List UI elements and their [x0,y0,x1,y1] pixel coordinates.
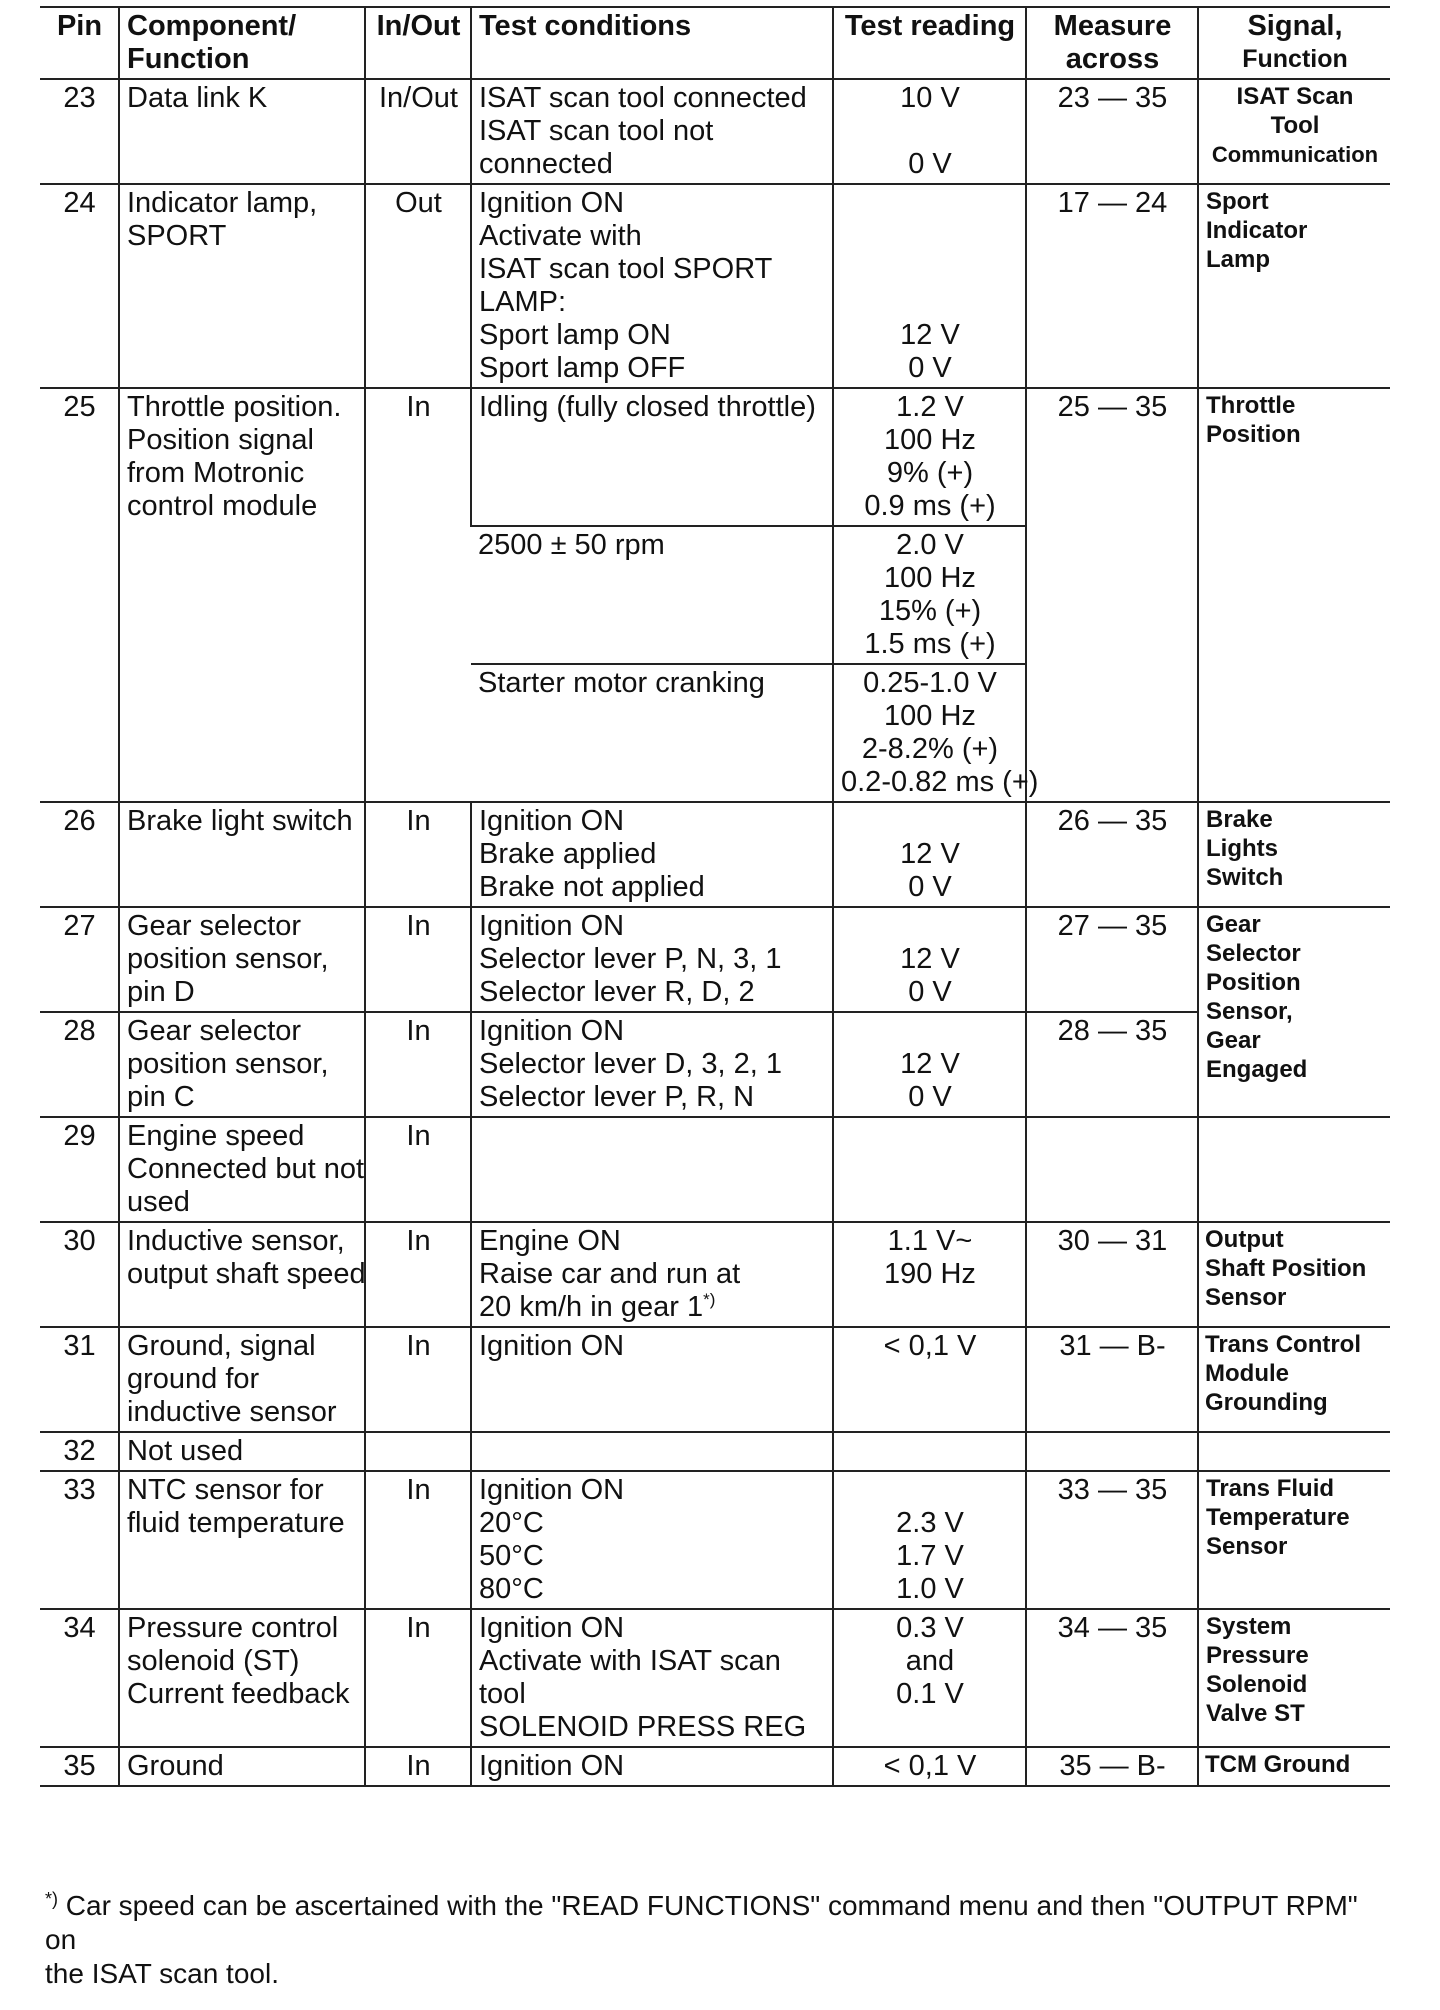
signal-cell [1198,1471,1390,1609]
pin-number: 32 [40,1432,119,1471]
condition-line: Ignition ON [479,1750,625,1782]
condition-line: Ignition ON [479,805,625,837]
condition-line: ISAT scan tool connected [479,82,807,114]
condition-line: Brake not applied [479,871,705,903]
measure-cell: 26 — 35 [1026,802,1198,907]
reading-cell [833,388,1026,526]
header-test-conditions: Test conditions [471,7,833,79]
reading-line: 190 Hz [884,1258,976,1290]
conditions-cell [471,1609,833,1747]
header-measure-line: across [1065,43,1160,75]
reading-cell [833,184,1026,388]
measure-cell: 28 — 35 [1026,1012,1198,1117]
signal-line: Position [1206,421,1301,448]
signal-line: Brake [1206,806,1273,833]
component-line: Indicator lamp, [127,187,318,219]
reading-line: 9% (+) [886,457,974,489]
signal-line: Switch [1206,864,1284,891]
inout-cell: In/Out [365,79,471,184]
pin-number: 28 [40,1012,119,1117]
condition-line: 20°C [479,1507,544,1539]
signal-line: Position [1206,969,1301,996]
signal-cell [1198,1609,1390,1747]
component-line: solenoid (ST) [127,1645,300,1677]
reading-line: 0 V [908,976,952,1008]
conditions-cell [471,526,833,664]
component-line: output shaft speed [127,1258,366,1290]
condition-line: 2500 ± 50 rpm [478,529,665,561]
pin-number: 24 [40,184,119,388]
signal-line: Lamp [1206,246,1271,273]
reading-cell [833,1747,1026,1786]
signal-line: Valve ST [1206,1700,1305,1727]
inout-cell: In [365,1222,471,1327]
footnote-mark: *) [45,1889,58,1909]
pin-number: 33 [40,1471,119,1609]
inout-cell: In [365,1327,471,1432]
signal-line: Sensor [1205,1284,1287,1311]
table-row [40,1012,1390,1117]
conditions-cell [471,1327,833,1432]
header-pin: Pin [40,7,119,79]
conditions-cell [471,184,833,388]
condition-line: 80°C [479,1573,544,1605]
measure-cell [1026,1117,1198,1222]
conditions-cell [471,79,833,184]
condition-text: 20 km/h in gear 1 [479,1291,704,1323]
signal-cell [1198,1222,1390,1327]
header-component-line: Function [127,43,250,75]
footnote [45,1882,1395,1991]
reading-line: 2-8.2% (+) [861,733,999,765]
signal-line: Selector [1206,940,1301,967]
component-line: ground for [127,1363,260,1395]
condition-line: 50°C [479,1540,544,1572]
inout-cell: In [365,1012,471,1117]
condition-line: ISAT scan tool not [479,115,714,147]
reading-line: 100 Hz [884,424,976,456]
header-inout: In/Out [365,7,471,79]
reading-line: 12 V [900,943,960,975]
table-row [40,1609,1390,1747]
condition-line: Selector lever P, R, N [479,1081,755,1113]
inout-cell: In [365,1117,471,1222]
condition-line: connected [479,148,613,180]
signal-line: Indicator [1206,217,1308,244]
component-line: Brake light switch [127,805,353,837]
signal-line: Output [1205,1226,1284,1253]
component-cell [119,184,365,388]
component-line: inductive sensor [127,1396,337,1428]
component-line: Engine speed [127,1120,305,1152]
table-row [40,1747,1390,1786]
component-cell [119,1471,365,1609]
measure-cell: 23 — 35 [1026,79,1198,184]
component-line: Data link K [127,82,268,114]
reading-line: 12 V [900,319,960,351]
reading-line: 0 V [908,1081,952,1113]
inout-cell: In [365,1471,471,1609]
condition-line: Ignition ON [479,1330,625,1362]
signal-cell [1198,1747,1390,1786]
reading-cell [833,1432,1026,1471]
component-line: control module [127,490,318,522]
component-line: Gear selector [127,1015,302,1047]
footnote-mark: *) [703,1290,716,1309]
footnote-line: Car speed can be ascertained with the "READ FUNCTIONS" command menu and then "OUTPUT RPM" on [45,1890,1358,1955]
measure-cell: 30 — 31 [1026,1222,1198,1327]
condition-line: Ignition ON [479,1474,625,1506]
reading-cell [833,1222,1026,1327]
reading-cell [833,1117,1026,1222]
reading-line: 1.0 V [896,1573,964,1605]
reading-line: 100 Hz [884,562,976,594]
conditions-cell [471,388,833,526]
component-line: pin D [127,976,195,1008]
measure-cell: 33 — 35 [1026,1471,1198,1609]
component-cell [119,1609,365,1747]
header-signal-function [1198,7,1390,79]
header-signal-line: Function [1242,45,1348,73]
pin-number: 25 [40,388,119,802]
condition-line [479,1291,826,1324]
signal-cell [1198,388,1390,802]
component-line: fluid temperature [127,1507,345,1539]
inout-cell [365,1432,471,1471]
reading-line: 1.2 V [896,391,964,423]
reading-cell [833,1471,1026,1609]
signal-line: Throttle [1206,392,1296,419]
inout-cell: In [365,907,471,1012]
header-row [40,7,1390,79]
signal-line: Lights [1206,835,1278,862]
component-line: SPORT [127,220,227,252]
measure-cell: 27 — 35 [1026,907,1198,1012]
reading-cell [833,664,1039,802]
reading-line: 0 V [908,148,952,180]
condition-line: Activate with [479,220,642,252]
reading-line: 15% (+) [878,595,982,627]
condition-line: Raise car and run at [479,1258,741,1290]
condition-line: LAMP: [479,286,567,318]
signal-line: Shaft Position [1205,1255,1367,1282]
condition-line: ISAT scan tool SPORT [479,253,773,285]
measure-cell: 25 — 35 [1026,388,1198,802]
pin-number: 31 [40,1327,119,1432]
header-measure-line: Measure [1053,10,1172,42]
condition-line: Sport lamp ON [479,319,671,351]
condition-line: Selector lever R, D, 2 [479,976,755,1008]
condition-line: Brake applied [479,838,657,870]
table-row [40,388,1390,526]
inout-cell: In [365,802,471,907]
condition-line: Ignition ON [479,910,625,942]
component-line: Ground [127,1750,224,1782]
component-line: position sensor, [127,1048,329,1080]
signal-line: Communication [1211,142,1379,167]
header-component-line: Component/ [127,10,297,42]
conditions-cell [471,1747,833,1786]
inout-cell: In [365,1747,471,1786]
signal-cell [1198,184,1390,388]
condition-line: Ignition ON [479,187,625,219]
pin-number: 29 [40,1117,119,1222]
condition-line: Starter motor cranking [478,667,765,699]
component-line: Connected but not [127,1153,365,1185]
inout-cell: Out [365,184,471,388]
reading-line: 12 V [900,838,960,870]
reading-line: 1.7 V [896,1540,964,1572]
inout-cell: In [365,1609,471,1747]
component-cell [119,1117,365,1222]
measure-cell: 17 — 24 [1026,184,1198,388]
reading-line: 0 V [908,871,952,903]
reading-line: < 0,1 V [883,1330,977,1362]
signal-line: Pressure [1206,1642,1309,1669]
signal-cell [1198,1327,1390,1432]
pin-number: 23 [40,79,119,184]
reading-cell [833,1327,1026,1432]
condition-line: Selector lever D, 3, 2, 1 [479,1048,783,1080]
component-cell [119,79,365,184]
table-row [40,1327,1390,1432]
header-signal-line: Signal, [1247,10,1343,42]
signal-line: Engaged [1206,1056,1308,1083]
conditions-cell [471,664,833,802]
reading-line: 10 V [900,82,960,114]
condition-line: Ignition ON [479,1612,625,1644]
table-row [40,1117,1390,1222]
component-line: Throttle position. [127,391,342,423]
measure-cell: 31 — B- [1026,1327,1198,1432]
signal-line: Gear [1206,911,1261,938]
condition-line: Sport lamp OFF [479,352,686,384]
reading-line: 100 Hz [884,700,976,732]
component-cell [119,1222,365,1327]
pin-number: 35 [40,1747,119,1786]
header-component [119,7,365,79]
table-row [40,907,1390,1012]
reading-line: 2.0 V [896,529,964,561]
pin-number: 27 [40,907,119,1012]
measure-cell: 35 — B- [1026,1747,1198,1786]
document-page [40,6,1390,1787]
signal-cell [1198,802,1390,907]
component-cell [119,1747,365,1786]
signal-line: Gear [1206,1027,1261,1054]
table-row [40,1222,1390,1327]
reading-line: 2.3 V [896,1507,964,1539]
condition-line: Activate with ISAT scan [479,1645,781,1677]
conditions-cell [471,1117,833,1222]
signal-line: Trans Fluid [1206,1475,1335,1502]
reading-cell [833,1012,1026,1117]
header-test-reading: Test reading [833,7,1026,79]
header-measure-across [1026,7,1198,79]
component-line: Ground, signal [127,1330,316,1362]
condition-line: SOLENOID PRESS REG [479,1711,807,1743]
reading-line: 12 V [900,1048,960,1080]
component-line: Pressure control [127,1612,339,1644]
footnote-line: the ISAT scan tool. [45,1958,279,1989]
reading-line: 1.5 ms (+) [864,628,996,660]
component-line: Position signal [127,424,314,456]
signal-line: Module [1205,1360,1289,1387]
signal-line: Tool [1270,112,1320,139]
signal-line: System [1206,1613,1292,1640]
component-line: Inductive sensor, [127,1225,345,1257]
signal-line: Temperature [1206,1504,1350,1531]
conditions-cell [471,1222,833,1327]
pin-number: 26 [40,802,119,907]
conditions-cell [471,1432,833,1471]
component-line: used [127,1186,190,1218]
signal-line: Sport [1206,188,1269,215]
component-line: from Motronic [127,457,305,489]
table-row [40,79,1390,184]
signal-line: ISAT Scan [1236,83,1354,110]
signal-line: Grounding [1205,1389,1328,1416]
condition-line: Idling (fully closed throttle) [479,391,816,423]
component-cell [119,388,365,802]
reading-line: 0.9 ms (+) [864,490,996,522]
conditions-cell [471,802,833,907]
conditions-cell [471,907,833,1012]
signal-cell [1198,1432,1390,1471]
measure-cell: 34 — 35 [1026,1609,1198,1747]
condition-line: Engine ON [479,1225,621,1257]
condition-line: tool [479,1678,526,1710]
component-cell [119,1012,365,1117]
reading-line: and [905,1645,955,1677]
signal-cell [1198,907,1390,1117]
component-line: position sensor, [127,943,329,975]
component-cell [119,1432,365,1471]
component-cell [119,907,365,1012]
signal-line: Sensor [1206,1533,1288,1560]
conditions-cell [471,1012,833,1117]
reading-line: 1.1 V~ [887,1225,973,1257]
reading-line: 0.2-0.82 ms (+) [841,766,1039,798]
reading-line: 0.1 V [896,1678,964,1710]
signal-cell [1198,1117,1390,1222]
signal-line: Sensor, [1206,998,1293,1025]
condition-line: Selector lever P, N, 3, 1 [479,943,782,975]
reading-cell [833,1609,1026,1747]
signal-line: TCM Ground [1205,1751,1351,1778]
component-line: Not used [127,1435,244,1467]
signal-line: Trans Control [1205,1331,1362,1358]
reading-line: 0 V [908,352,952,384]
reading-cell [833,907,1026,1012]
signal-cell [1198,79,1390,184]
signal-line: Solenoid [1206,1671,1308,1698]
table-row [40,1471,1390,1609]
table-row [40,802,1390,907]
condition-line: Ignition ON [479,1015,625,1047]
component-line: Current feedback [127,1678,350,1710]
reading-line: 0.25-1.0 V [863,667,997,699]
table-row [40,184,1390,388]
pin-number: 30 [40,1222,119,1327]
reading-cell [833,526,1026,664]
component-line: pin C [127,1081,195,1113]
inout-cell: In [365,388,471,802]
measure-cell [1026,1432,1198,1471]
reading-line: < 0,1 V [883,1750,977,1782]
component-line: NTC sensor for [127,1474,324,1506]
reading-cell [833,79,1026,184]
component-cell [119,1327,365,1432]
pin-table [40,6,1390,1787]
reading-line: 0.3 V [896,1612,964,1644]
reading-cell [833,802,1026,907]
pin-number: 34 [40,1609,119,1747]
component-cell [119,802,365,907]
conditions-cell [471,1471,833,1609]
table-row [40,1432,1390,1471]
component-line: Gear selector [127,910,302,942]
